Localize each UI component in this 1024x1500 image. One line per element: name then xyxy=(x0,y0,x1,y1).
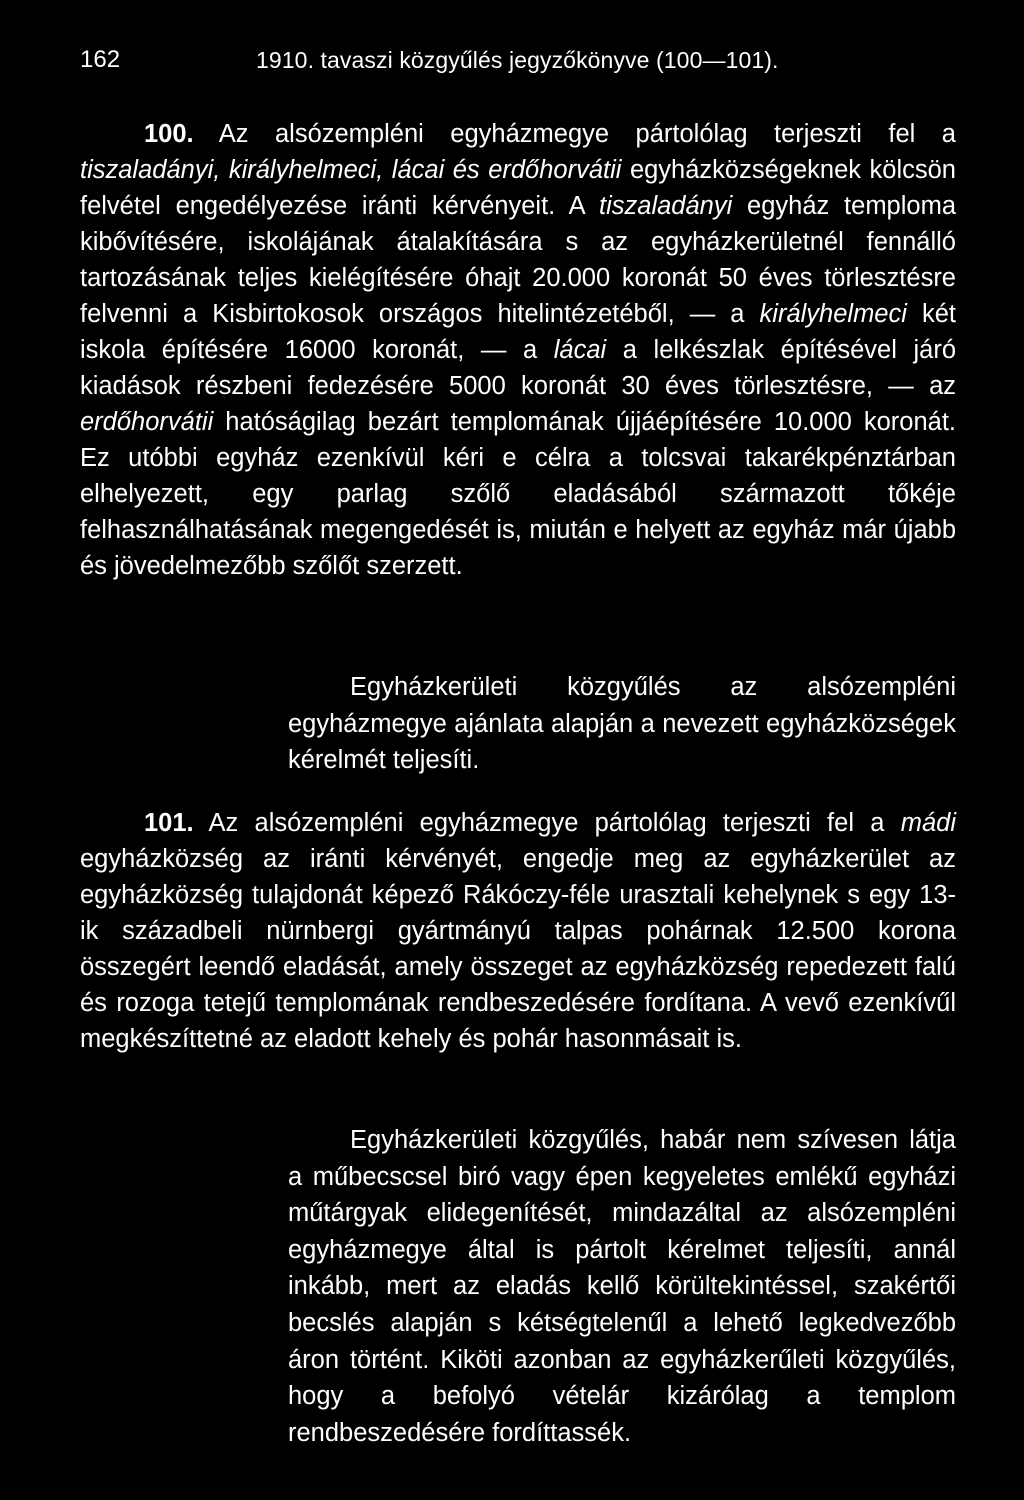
section-101-body xyxy=(80,805,956,1057)
section-101-resolution xyxy=(288,1122,956,1451)
italic-place-name: mádi xyxy=(900,809,956,837)
section-text: két iskola építésére 16000 koronát, — a xyxy=(80,300,956,364)
resolution-text: Egyházkerületi közgyűlés az alsózempléni egyházmegye ajánlata alapján a nevezett egyházközségek kérelmét teljesíti. xyxy=(288,673,956,775)
section-text: Az alsózempléni egyházmegye pártolólag terjeszti fel a xyxy=(193,120,956,148)
italic-place-name: királyhelmeci xyxy=(759,300,907,328)
section-text: egyház temploma kibővítésére, iskolájának átalakítására s az egyházkerületnél fennálló tartozásának teljes kielégítésére óhajt 20.000 koronát 50 éves törlesztésre felvenni a Kisbirtokosok országos hitelintézetéből, — a xyxy=(80,192,957,328)
section-number: 101. xyxy=(144,809,194,837)
section-text: a lelkészlak építésével járó kiadások részbeni fedezésére 5000 koronát 30 éves törlesztésre, — az xyxy=(80,336,956,400)
page-number: 162 xyxy=(80,46,121,73)
section-text: egyházközségeknek kölcsön felvétel engedélyezése iránti kérvényeit. A xyxy=(80,156,956,220)
italic-place-name: tiszaladányi xyxy=(599,192,733,220)
running-header xyxy=(80,40,960,80)
section-text: Az alsózempléni egyházmegye pártolólag terjeszti fel a xyxy=(193,809,901,837)
section-100-resolution xyxy=(288,669,956,779)
section-text: hatóságilag bezárt templomának újjáépítésére 10.000 koronát. Ez utóbbi egyház ezenkívül kéri e célra a tolcsvai takarékpénztárban elhelyezett, egy parlag szőlő eladásából származott tőkéje felhasználhatásának megengedését is, miután e helyett az egyház már újabb és jövedelmezőbb szőlőt szerzett. xyxy=(80,408,956,580)
italic-place-name: lácai xyxy=(553,336,607,364)
running-title: 1910. tavaszi közgyűlés jegyzőkönyve (100—101). xyxy=(256,47,779,73)
italic-place-name: erdőhorvátii xyxy=(80,408,214,436)
section-100-body xyxy=(80,116,956,584)
resolution-text: Egyházkerületi közgyűlés, habár nem szívesen látja a műbecscsel biró vagy épen kegyeletes emlékű egyházi műtárgyak elidegenítését, mindazáltal az alsózempléni egyházmegye által is pártolt kérelmet teljesíti, annál inkább, mert az eladás kellő körültekintéssel, szakértői becslés alapján s kétségtelenűl a lehető legkedvezőbb áron történt. Kiköti azonban az egyházkerűleti közgyűlés, hogy a befolyó vételár kizárólag a templom rendbeszedésére fordíttassék. xyxy=(288,1126,956,1447)
section-number: 100. xyxy=(144,120,194,148)
section-text: egyházközség az iránti kérvényét, engedje meg az egyházkerület az egyházközség tulajdonát képező Rákóczy-féle urasztali kehelynek s egy 13-ik századbeli nürnbergi gyártmányú talpas pohárnak 12.500 korona összegért leendő eladását, amely összeget az egyházközség repedezett falú és rozoga tetejű templomának rendbeszedésére fordítana. A vevő ezenkívűl megkészíttetné az eladott kehely és pohár hasonmásait is. xyxy=(80,845,956,1053)
italic-place-names: tiszaladányi, királyhelmeci, lácai és erdőhorvátii xyxy=(80,156,622,184)
